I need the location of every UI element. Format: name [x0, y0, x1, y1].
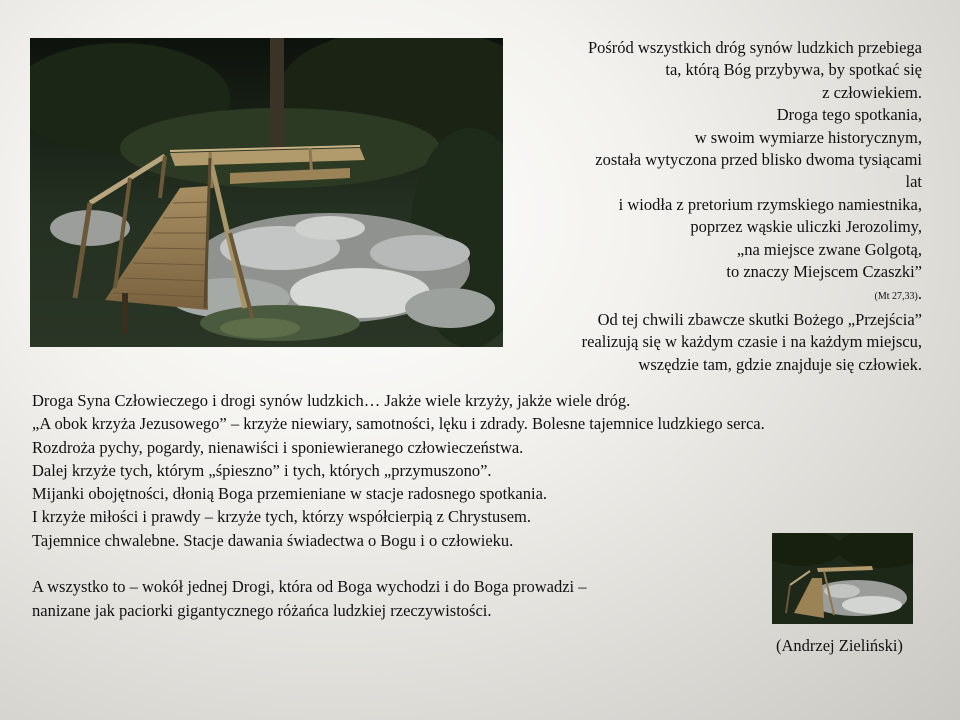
- quote-line: to znaczy Miejscem Czaszki”: [726, 262, 922, 282]
- bridge-photo: [30, 38, 503, 347]
- body-line: Rozdroża pychy, pogardy, nienawiści i sponiewieranego człowieczeństwa.: [32, 437, 524, 457]
- bridge-thumbnail-photo: [772, 533, 913, 624]
- body-line: A wszystko to – wokół jednej Drogi, która od Boga wychodzi i do Boga prowadzi –: [32, 577, 587, 597]
- quote-line: „na miejsce zwane Golgotą,: [736, 239, 922, 259]
- citation-line: [520, 283, 922, 308]
- bible-citation: (Mt 27,33): [874, 291, 918, 303]
- quote-closing-line: wszędzie tam, gdzie znajduje się człowiek.: [638, 354, 922, 374]
- body-line: nanizane jak paciorki gigantycznego różańca ludzkiej rzeczywistości.: [32, 600, 492, 620]
- body-line: Mijanki obojętności, dłonią Boga przemieniane w stacje radosnego spotkania.: [32, 484, 548, 504]
- quote-closing-line: Od tej chwili zbawcze skutki Bożego „Przejścia”: [597, 309, 922, 329]
- quote-line: Pośród wszystkich dróg synów ludzkich przebiega: [587, 38, 922, 57]
- quote-line: poprzez wąskie uliczki Jerozolimy,: [690, 217, 922, 237]
- quote-line: ta, którą Bóg przybywa, by spotkać się: [665, 60, 922, 80]
- body-line: „A obok krzyża Jezusowego” – krzyże niewiary, samotności, lęku i zdrady. Bolesne tajemnice ludzkiego serca.: [32, 414, 765, 434]
- quote-line: w swoim wymiarze historycznym,: [694, 127, 922, 147]
- body-line: I krzyże miłości i prawdy – krzyże tych, którzy współcierpią z Chrystusem.: [32, 507, 531, 527]
- quote-line: lat: [905, 172, 922, 192]
- quote-line: i wiodła z pretorium rzymskiego namiestnika,: [618, 194, 922, 214]
- body-line: Tajemnice chwalebne. Stacje dawania świadectwa o Bogu i o człowieku.: [32, 530, 514, 550]
- body-line: Droga Syna Człowieczego i drogi synów ludzkich… Jakże wiele krzyży, jakże wiele dróg.: [32, 391, 631, 410]
- quote-line: z człowiekiem.: [822, 82, 922, 102]
- author-signature: (Andrzej Zieliński): [776, 636, 903, 655]
- quote-closing-line: realizują się w każdym czasie i na każdym miejscu,: [581, 332, 922, 352]
- quote-line: została wytyczona przed blisko dwoma tysiącami: [595, 150, 922, 170]
- quote-block: [520, 37, 922, 376]
- citation-period: .: [917, 284, 922, 304]
- body-line: Dalej krzyże tych, którym „śpieszno” i tych, których „przymuszono”.: [32, 460, 492, 480]
- quote-line: Droga tego spotkania,: [776, 105, 922, 125]
